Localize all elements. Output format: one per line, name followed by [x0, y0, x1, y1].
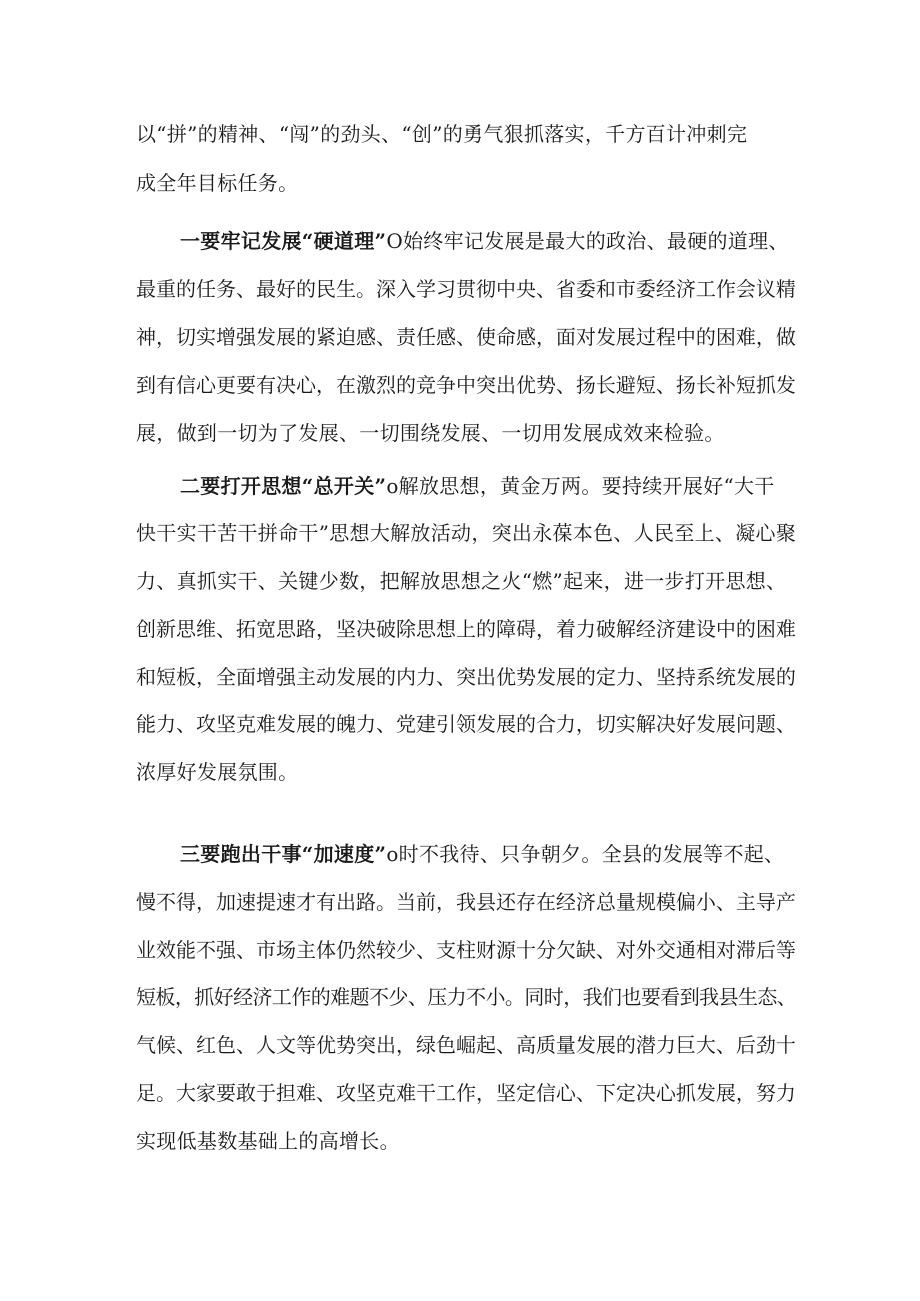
paragraph-first-line — [180, 842, 784, 866]
text-line: 业效能不强、市场主体仍然较少、支柱财源十分欠缺、对外交通相对滞后等 — [136, 938, 796, 962]
text-line: 成全年目标任务。 — [136, 171, 299, 195]
paragraph-heading: 三要跑出干事“加速度” — [180, 842, 387, 866]
text-line: 力、真抓实干、关键少数，把解放思想之火“燃”起来，进一步打开思想、 — [136, 569, 787, 593]
text-line: 和短板，全面增强主动发展的内力、突出优势发展的定力、坚持系统发展的 — [136, 665, 796, 689]
text-line: 浓厚好发展氛围。 — [136, 760, 299, 784]
text-line: 以“拼”的精神、“闯”的劲头、“创”的勇气狠抓落实，千方百计冲刺完 — [136, 122, 748, 146]
text-line: 到有信心更要有决心，在激烈的竞争中突出优势、扬长避短、扬长补短抓发 — [136, 373, 796, 397]
text-line: 展，做到一切为了发展、一切围绕发展、一切用发展成效来检验。 — [136, 421, 725, 445]
text-line: 神，切实增强发展的紧迫感、责任感、使命感，面对发展过程中的困难，做 — [136, 325, 796, 349]
text-line: 能力、攻坚克难发展的魄力、党建引领发展的合力，切实解决好发展问题、 — [136, 712, 796, 736]
text-line: 慢不得，加速提速才有出路。当前，我县还存在经济总量规模偏小、主导产 — [136, 890, 796, 914]
text-line: 最重的任务、最好的民生。深入学习贯彻中央、省委和市委经济工作会议精 — [136, 277, 796, 301]
paragraph-heading: 一要牢记发展“硬道理” — [180, 229, 387, 253]
text-line: 短板，抓好经济工作的难题不少、压力不小。同时，我们也要看到我县生态、 — [136, 985, 797, 1009]
paragraph-heading: 二要打开思想“总开关” — [180, 474, 387, 498]
text-line: 足。大家要敢于担难、攻坚克难干工作，坚定信心、下定决心抓发展，努力 — [136, 1081, 796, 1105]
text-line: 气候、红色、人文等优势突出，绿色崛起、高质量发展的潜力巨大、后劲十 — [136, 1033, 796, 1057]
paragraph-first-line — [180, 229, 789, 253]
text-line: 创新思维、拓宽思路，坚决破除思想上的障碍，着力破解经济建设中的困难 — [136, 617, 796, 641]
paragraph-first-line — [180, 474, 775, 498]
text-line: 快干实干苦干拼命干”思想大解放活动，突出永葆本色、人民至上、凝心聚 — [136, 521, 797, 545]
paragraph-lead-text: o时不我待、只争朝夕。全县的发展等不起、 — [386, 842, 785, 866]
paragraph-lead-text: O始终牢记发展是最大的政治、最硬的道理、 — [386, 229, 789, 253]
text-line: 实现低基数基础上的高增长。 — [136, 1129, 400, 1153]
paragraph-lead-text: o解放思想，黄金万两。要持续开展好“大干 — [386, 474, 775, 498]
